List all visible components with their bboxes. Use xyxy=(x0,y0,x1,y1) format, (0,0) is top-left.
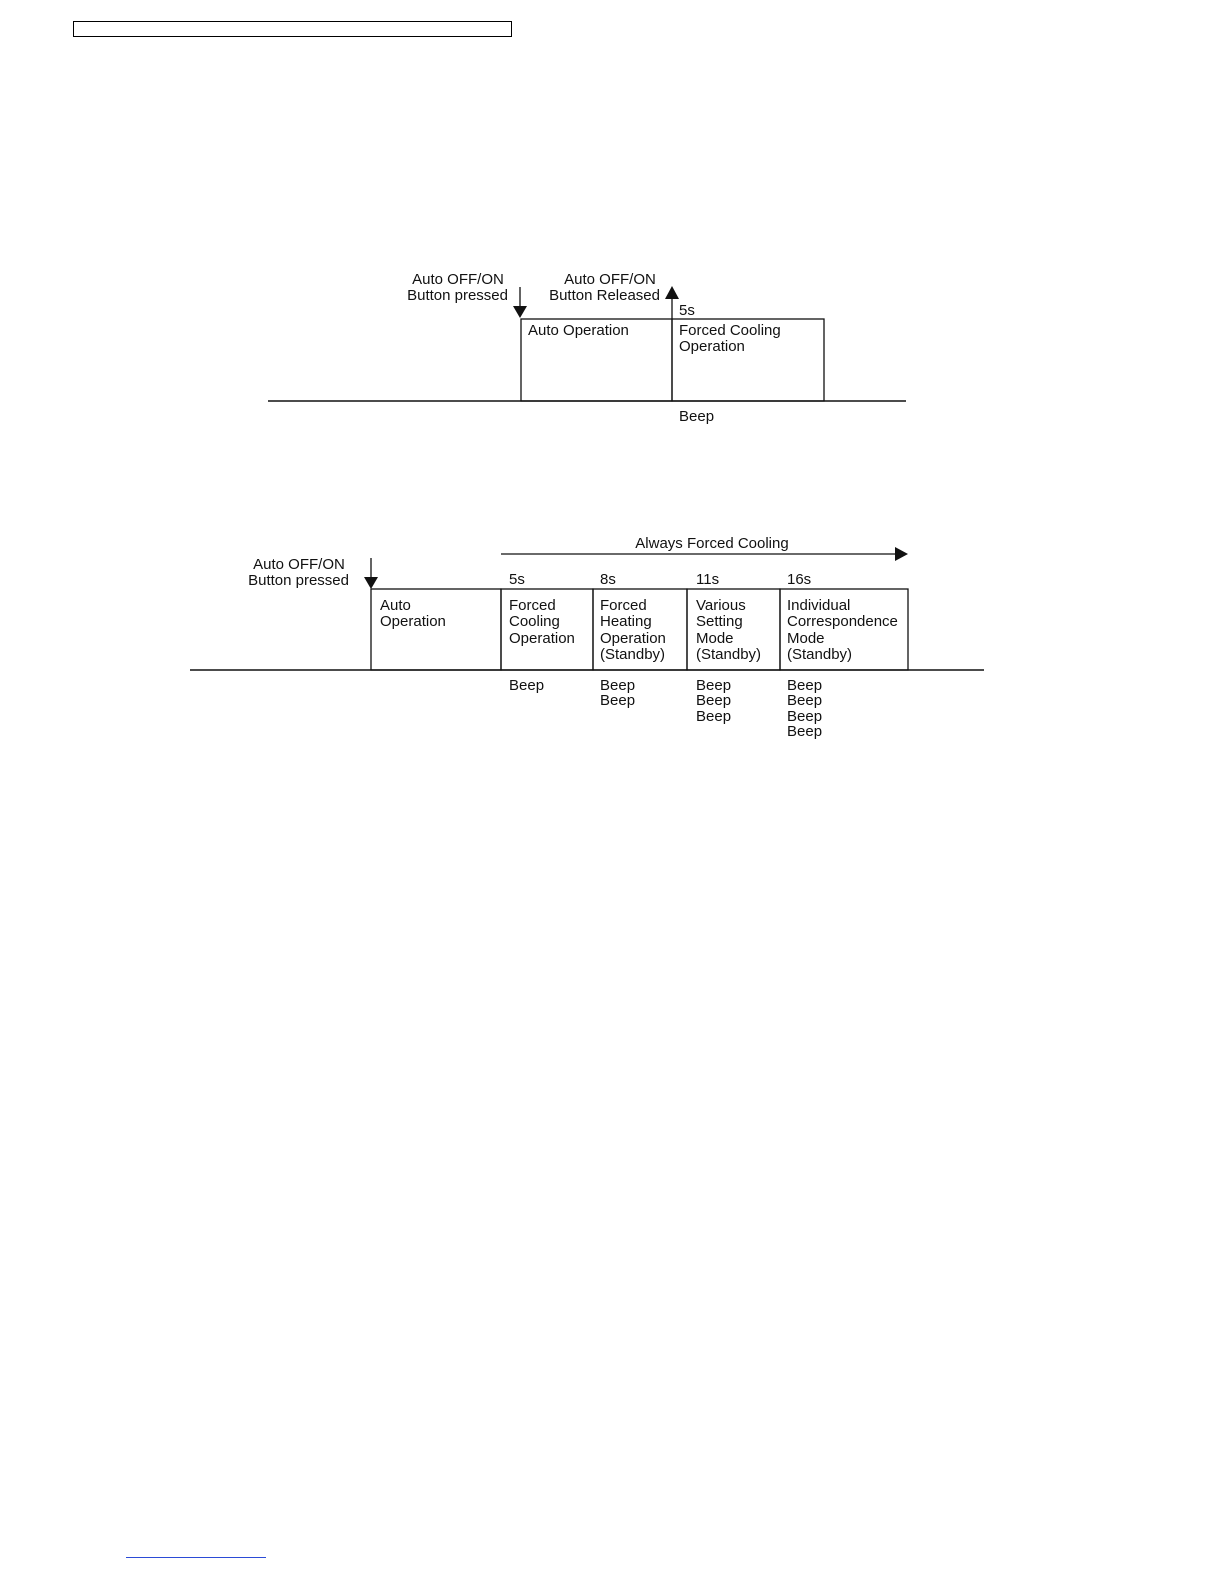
d1-block-forced-label: Forced Cooling Operation xyxy=(679,322,781,355)
d2-press-arrow-icon xyxy=(364,577,378,589)
d1-time-5s: 5s xyxy=(679,302,695,319)
diagram-2 xyxy=(190,535,984,740)
d1-block-auto-label: Auto Operation xyxy=(528,322,629,339)
d1-press-arrow-icon xyxy=(513,306,527,318)
d2-time-11s: 11s xyxy=(696,571,720,588)
d1-release-label: Auto OFF/ON Button Released xyxy=(549,271,660,304)
d2-time-16s: 16s xyxy=(787,571,812,588)
d2-forced-arrow-label: Always Forced Cooling xyxy=(635,535,789,552)
d2-time-5s: 5s xyxy=(509,571,525,588)
d2-beeps-5s: Beep xyxy=(509,677,545,694)
d2-block-forced-heating-label: Forced Heating Operation (Standby) xyxy=(600,597,666,663)
d2-beeps-11s: Beep Beep Beep xyxy=(696,677,732,725)
d2-beeps-16s: Beep Beep Beep Beep xyxy=(787,677,823,740)
diagram-1 xyxy=(268,271,906,425)
d2-time-8s: 8s xyxy=(600,571,616,588)
d2-forced-arrow-icon xyxy=(895,547,908,561)
d1-release-arrow-icon xyxy=(665,286,679,299)
d2-block-individual-correspondence-label: Individual Correspondence Mode (Standby) xyxy=(787,597,898,663)
footer-link-underline xyxy=(126,1557,266,1558)
d1-beep: Beep xyxy=(679,408,715,425)
d2-block-auto-label: Auto Operation xyxy=(380,597,446,630)
d2-beeps-8s: Beep Beep xyxy=(600,677,636,709)
d2-block-various-setting-label: Various Setting Mode (Standby) xyxy=(696,597,762,663)
d2-press-label: Auto OFF/ON Button pressed xyxy=(248,556,349,589)
d1-press-label: Auto OFF/ON Button pressed xyxy=(407,271,508,304)
d2-block-forced-cooling-label: Forced Cooling Operation xyxy=(509,597,575,647)
